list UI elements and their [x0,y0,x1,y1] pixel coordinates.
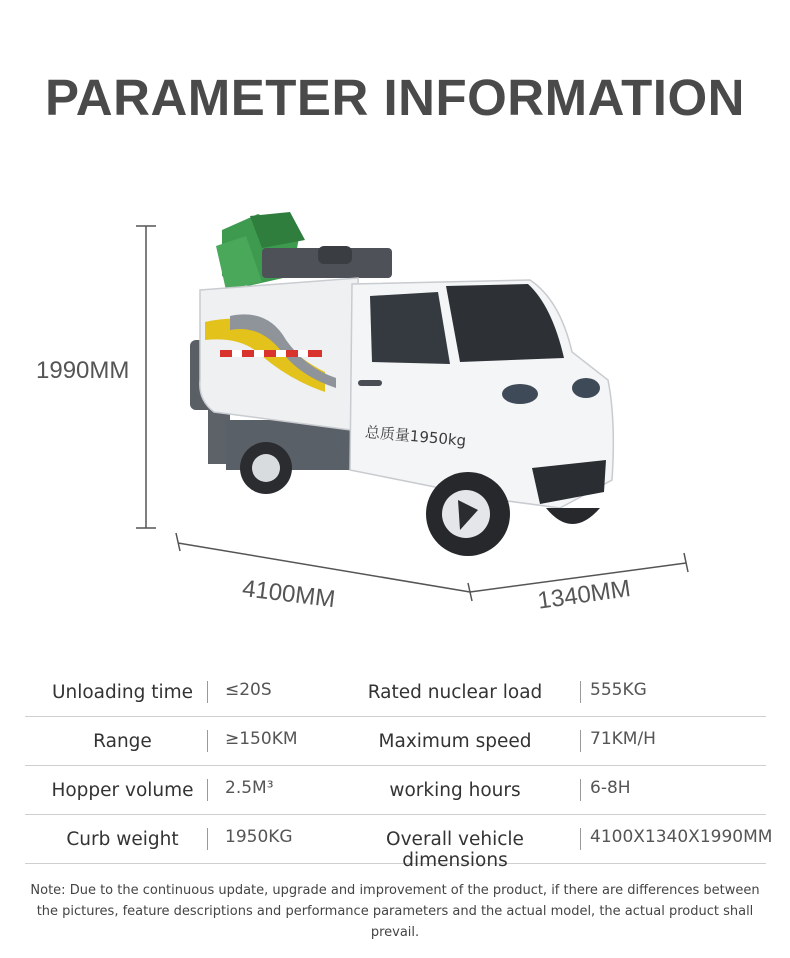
table-row [25,815,773,871]
divider [580,730,581,752]
vehicle-weight-text: 总质量1950kg [364,422,467,450]
divider [580,681,581,703]
spec-value: 1950KG [225,827,293,847]
spec-label: Range [93,731,152,752]
divider [580,828,581,850]
divider [580,779,581,801]
spec-label: Hopper volume [51,780,194,801]
table-row [25,668,766,717]
divider [207,779,208,801]
cab [350,280,613,508]
height-label: 1990MM [36,357,130,384]
width-label: 1340MM [536,575,633,615]
divider [207,681,208,703]
table-row [25,717,766,766]
length-label: 4100MM [240,575,337,614]
spec-value: ≥150KM [225,729,298,749]
spec-value: 71KM/H [590,729,656,749]
spec-label: Maximum speed [378,731,532,752]
divider [207,828,208,850]
spec-value: 2.5M³ [225,778,274,798]
spec-value: 6-8H [590,778,631,798]
table-row [25,766,766,815]
spec-label: Overall vehicle dimensions [386,829,524,871]
divider [207,730,208,752]
disclaimer-note: Note: Due to the continuous update, upgrade and improvement of the product, if there are differences between the pictures, feature descriptions and performance parameters and the actual model, the actual product shall prevail. [30,883,760,940]
spec-value: 4100X1340X1990MM [590,827,773,847]
spec-label: working hours [389,780,521,801]
spec-value: 555KG [590,680,647,700]
spec-value: ≤20S [225,680,272,700]
spec-label: Rated nuclear load [367,682,543,703]
height-dimension-line [136,226,156,528]
spec-label: Curb weight [66,829,179,850]
page-title: PARAMETER INFORMATION [45,69,745,126]
spec-label: Unloading time [51,682,194,703]
spec-table [25,668,773,871]
hopper-body [200,278,366,432]
